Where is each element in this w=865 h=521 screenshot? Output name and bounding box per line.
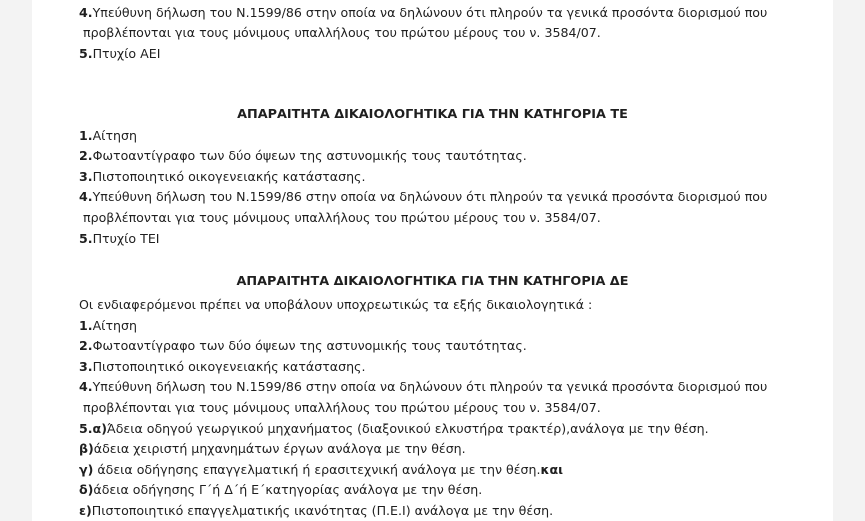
section-heading-de: ΑΠΑΡΑΙΤΗΤΑ ΔΙΚΑΙΟΛΟΓΗΤΙΚΑ ΓΙΑ ΤΗΝ ΚΑΤΗΓΟΡΙΑ ΔΕ	[236, 274, 629, 289]
list-number: 3.	[79, 359, 93, 374]
list-number: 4.	[79, 379, 93, 394]
section-heading-te: ΑΠΑΡΑΙΤΗΤΑ ΔΙΚΑΙΟΛΟΓΗΤΙΚΑ ΓΙΑ ΤΗΝ ΚΑΤΗΓΟΡΙΑ ΤΕ	[237, 107, 628, 122]
list-item	[79, 378, 767, 396]
list-number: β)	[79, 441, 94, 456]
list-text: Πιστοποιητικό οικογενειακής κατάστασης.	[92, 359, 366, 374]
list-text: άδεια χειριστή μηχανημάτων έργων ανάλογα με την θέση.	[93, 441, 466, 456]
list-number: 4.	[79, 5, 93, 20]
list-text: Άδεια οδηγού γεωργικού μηχανήματος (διαξονικού ελκυστήρα τρακτέρ),ανάλογα με την θέση.	[106, 421, 709, 436]
list-number: 4.	[79, 189, 93, 204]
list-item	[79, 420, 709, 438]
list-item	[79, 168, 365, 186]
list-item	[79, 337, 527, 355]
list-item	[79, 502, 553, 520]
list-item	[79, 4, 767, 22]
list-item	[79, 45, 160, 63]
list-number: 5.	[79, 46, 93, 61]
list-number: ε)	[79, 503, 92, 518]
list-text: Πιστοποιητικό επαγγελματικής ικανότητας (Π.Ε.Ι) ανάλογα με την θέση.	[91, 503, 554, 518]
section-intro: Οι ενδιαφερόμενοι πρέπει να υποβάλουν υποχρεωτικώς τα εξής δικαιολογητικά :	[79, 297, 593, 312]
list-text: Πτυχίο ΑΕΙ	[92, 46, 161, 61]
list-text: άδεια οδήγησης Γ΄ή Δ΄ή Ε΄κατηγορίας ανάλογα με την θέση.	[93, 482, 483, 497]
list-text: Αίτηση	[92, 128, 137, 143]
list-text: Αίτηση	[92, 318, 137, 333]
list-item	[79, 440, 466, 458]
list-number: 3.	[79, 169, 93, 184]
list-item-continuation: προβλέπονται για τους μόνιμους υπαλλήλους του πρώτου μέρους του ν. 3584/07.	[83, 400, 601, 415]
list-item	[79, 461, 563, 479]
list-text: Φωτοαντίγραφο των δύο όψεων της αστυνομικής τους ταυτότητας.	[92, 148, 527, 163]
right-gutter	[833, 0, 865, 521]
list-text: Υπεύθυνη δήλωση του Ν.1599/86 στην οποία να δηλώνουν ότι πληρούν τα γενικά προσόντα διορισμού που	[92, 379, 768, 394]
list-number: 5.	[79, 231, 93, 246]
list-text: Πιστοποιητικό οικογενειακής κατάστασης.	[92, 169, 366, 184]
list-item-continuation: προβλέπονται για τους μόνιμους υπαλλήλους του πρώτου μέρους του ν. 3584/07.	[83, 25, 601, 40]
list-number: 2.	[79, 148, 93, 163]
list-item	[79, 147, 527, 165]
list-item	[79, 481, 482, 499]
list-text: Υπεύθυνη δήλωση του Ν.1599/86 στην οποία να δηλώνουν ότι πληρούν τα γενικά προσόντα διορισμού που	[92, 189, 768, 204]
list-item	[79, 127, 137, 145]
list-text-bold-suffix: και	[540, 462, 564, 477]
list-number: 1.	[79, 128, 93, 143]
list-text: άδεια οδήγησης επαγγελματική ή ερασιτεχνική ανάλογα με την θέση.	[93, 462, 541, 477]
list-item	[79, 188, 767, 206]
list-item	[79, 317, 137, 335]
list-number: 1.	[79, 318, 93, 333]
list-number: 5.α)	[79, 421, 107, 436]
list-item	[79, 230, 160, 248]
list-item-continuation: προβλέπονται για τους μόνιμους υπαλλήλους του πρώτου μέρους του ν. 3584/07.	[83, 210, 601, 225]
left-gutter	[0, 0, 32, 521]
list-text: Φωτοαντίγραφο των δύο όψεων της αστυνομικής τους ταυτότητας.	[92, 338, 527, 353]
list-text: Υπεύθυνη δήλωση του Ν.1599/86 στην οποία να δηλώνουν ότι πληρούν τα γενικά προσόντα διορισμού που	[92, 5, 768, 20]
list-item	[79, 358, 365, 376]
list-number: γ)	[79, 462, 94, 477]
list-number: 2.	[79, 338, 93, 353]
list-number: δ)	[79, 482, 94, 497]
list-text: Πτυχίο ΤΕΙ	[92, 231, 160, 246]
